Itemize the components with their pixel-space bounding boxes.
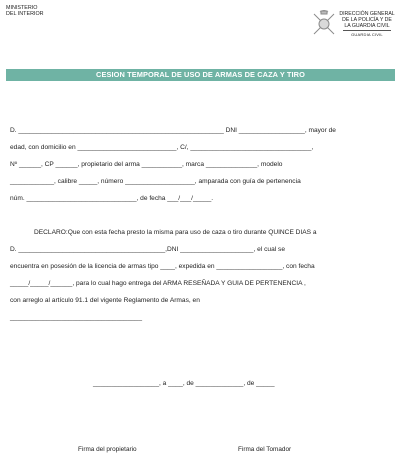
corps-label: GUARDIA CIVIL: [351, 32, 383, 37]
declaration-line-2[interactable]: D. ________________________________________,DNI ____________________, el cual se: [10, 246, 285, 253]
form-line-guide-date[interactable]: núm. ______________________________, de fecha ___/___/_____.: [10, 195, 214, 202]
declaration-line-4[interactable]: _____/_____/______, para lo cual hago entrega del ARMA RESEÑADA Y GUIA DE PERTENENCIA ,: [10, 280, 306, 287]
owner-signature-label: Firma del propietario: [78, 446, 137, 453]
ministry-heading: [6, 5, 44, 18]
direction-line-2: DE LA POLICÍA Y DE: [342, 17, 392, 23]
form-line-address[interactable]: edad, con domicilio en ___________________________, C/, _________________________________,: [10, 144, 314, 151]
declaration-line-5: con arreglo al artículo 91.1 del vigente Reglamento de Armas, en: [10, 297, 200, 304]
place-date-line[interactable]: __________________, a ____, de _____________, de _____: [93, 380, 275, 387]
borrower-signature-label: Firma del Tomador: [238, 446, 292, 453]
form-line-caliber[interactable]: ____________, calibre _____, número ___________________, amparada con guía de pertenencia: [10, 178, 301, 185]
declaration-line-1: DECLARO:Que con esta fecha presto la misma para uso de caza o tiro durante QUINCE DIAS a: [34, 229, 317, 236]
header-divider: [343, 30, 391, 31]
form-line-weapon[interactable]: Nº ______, CP ______, propietario del arma ___________, marca ______________, modelo: [10, 161, 283, 168]
ministry-line-2: DEL INTERIOR: [6, 11, 44, 18]
direction-line-1: DIRECCIÓN GENERAL: [339, 11, 395, 17]
declaration-line-3[interactable]: encuentra en posesión de la licencia de armas tipo ____, expedida en __________________, con fecha: [10, 263, 315, 270]
ministry-line-1: MINISTERIO: [6, 5, 38, 11]
guardia-civil-emblem-icon: [310, 8, 338, 38]
form-line-name-dni[interactable]: D. ________________________________________________________ DNI __________________, mayor de: [10, 127, 336, 134]
form-title-banner: CESION TEMPORAL DE USO DE ARMAS DE CAZA Y TIRO: [6, 69, 395, 81]
direction-heading: [338, 11, 396, 29]
direction-line-3: LA GUARDIA CIVIL: [344, 23, 390, 29]
declaration-line-6[interactable]: ____________________________________: [10, 314, 143, 321]
